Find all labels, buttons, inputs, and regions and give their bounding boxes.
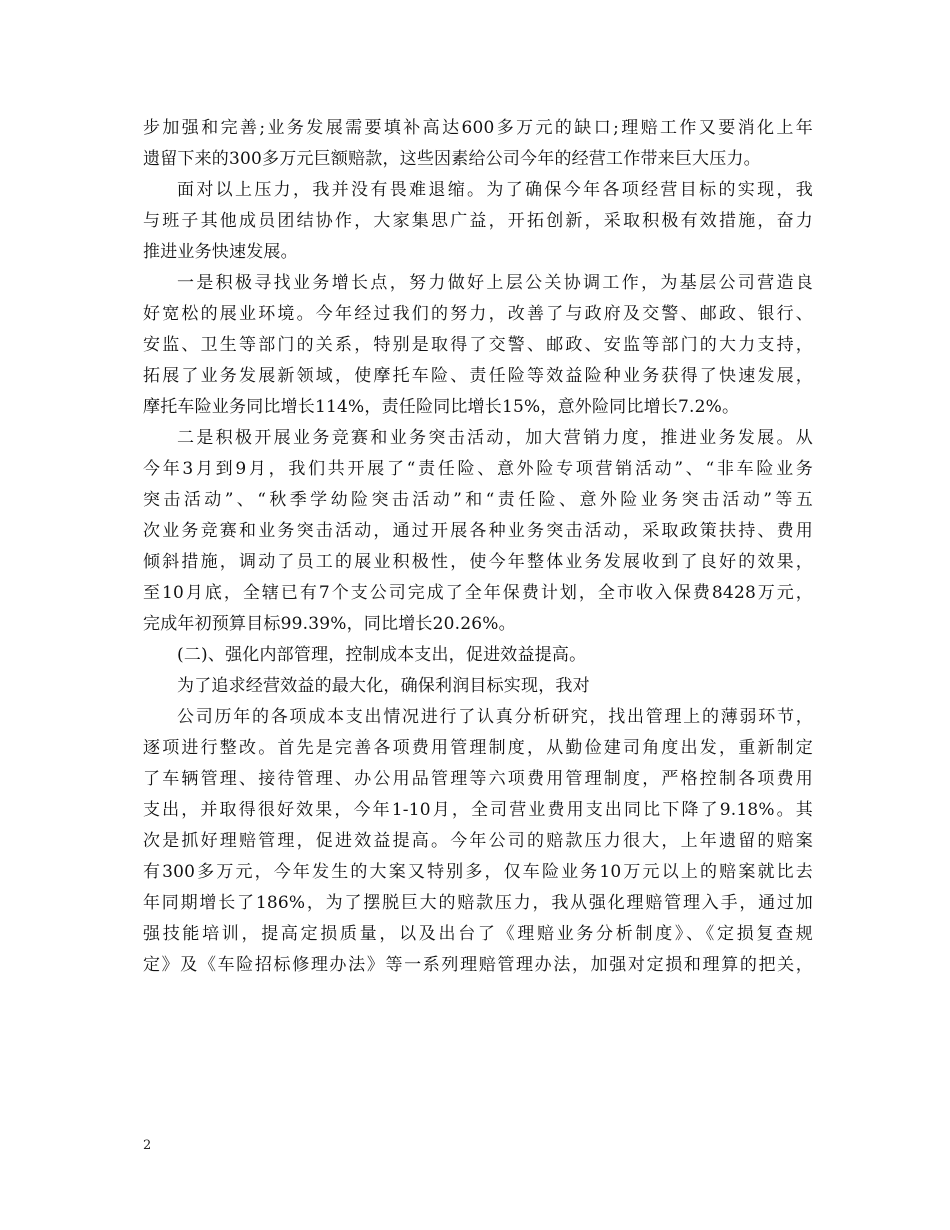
- page-number: 2: [143, 1138, 152, 1153]
- text-line: 与班子其他成员团结协作，大家集思广益，开拓创新，采取积极有效措施，奋力: [143, 211, 813, 231]
- text-line: 支出，并取得很好效果，今年1-10月，全司营业费用支出同比下降了9.18%。其: [143, 800, 813, 820]
- text-line: 一是积极寻找业务增长点，努力做好上层公关协调工作，为基层公司营造良: [177, 273, 813, 293]
- text-line: 安监、卫生等部门的关系，特别是取得了交警、邮政、安监等部门的大力支持，: [143, 335, 813, 355]
- text-line: 次是抓好理赔管理，促进效益提高。今年公司的赔款压力很大，上年遗留的赔案: [143, 831, 813, 851]
- text-line: 强技能培训，提高定损质量，以及出台了《理赔业务分析制度》、《定损复查规: [143, 924, 813, 944]
- document-body: [143, 113, 813, 981]
- text-line: 定》及《车险招标修理办法》等一系列理赔管理办法，加强对定损和理算的把关，: [143, 955, 813, 975]
- text-line: 面对以上压力，我并没有畏难退缩。为了确保今年各项经营目标的实现，我: [177, 180, 813, 200]
- text-line: 拓展了业务发展新领域，使摩托车险、责任险等效益险种业务获得了快速发展，: [143, 366, 813, 386]
- text-line: 今年3月到9月，我们共开展了“责任险、意外险专项营销活动”、“非车险业务: [143, 459, 813, 479]
- text-line: 二是积极开展业务竞赛和业务突击活动，加大营销力度，推进业务发展。从: [177, 428, 813, 448]
- text-line: 年同期增长了186%，为了摆脱巨大的赔款压力，我从强化理赔管理入手，通过加: [143, 893, 813, 913]
- text-line: 推进业务快速发展。: [143, 242, 298, 262]
- text-line: 突击活动”、“秋季学幼险突击活动”和“责任险、意外险业务突击活动”等五: [143, 490, 813, 510]
- text-line: 为了追求经营效益的最大化，确保利润目标实现，我对: [177, 676, 590, 696]
- text-line: 遗留下来的300多万元巨额赔款，这些因素给公司今年的经营工作带来巨大压力。: [143, 149, 761, 169]
- text-line: 次业务竞赛和业务突击活动，通过开展各种业务突击活动，采取政策扶持、费用: [143, 521, 813, 541]
- text-line: 了车辆管理、接待管理、办公用品管理等六项费用管理制度，严格控制各项费用: [143, 769, 813, 789]
- text-line: (二)、强化内部管理，控制成本支出，促进效益提高。: [177, 645, 587, 665]
- text-line: 步加强和完善;业务发展需要填补高达600多万元的缺口;理赔工作又要消化上年: [143, 118, 813, 138]
- text-line: 公司历年的各项成本支出情况进行了认真分析研究，找出管理上的薄弱环节，: [177, 707, 813, 727]
- text-line: 倾斜措施，调动了员工的展业积极性，使今年整体业务发展收到了良好的效果，: [143, 552, 813, 572]
- text-line: 逐项进行整改。首先是完善各项费用管理制度，从勤俭建司角度出发，重新制定: [143, 738, 813, 758]
- text-line: 摩托车险业务同比增长114%，责任险同比增长15%，意外险同比增长7.2%。: [143, 397, 740, 417]
- text-line: 完成年初预算目标99.39%，同比增长20.26%。: [143, 614, 516, 634]
- text-line: 有300多万元，今年发生的大案又特别多，仅车险业务10万元以上的赔案就比去: [143, 862, 813, 882]
- text-line: 至10月底，全辖已有7个支公司完成了全年保费计划，全市收入保费8428万元，: [143, 583, 813, 603]
- text-line: 好宽松的展业环境。今年经过我们的努力，改善了与政府及交警、邮政、银行、: [143, 304, 813, 324]
